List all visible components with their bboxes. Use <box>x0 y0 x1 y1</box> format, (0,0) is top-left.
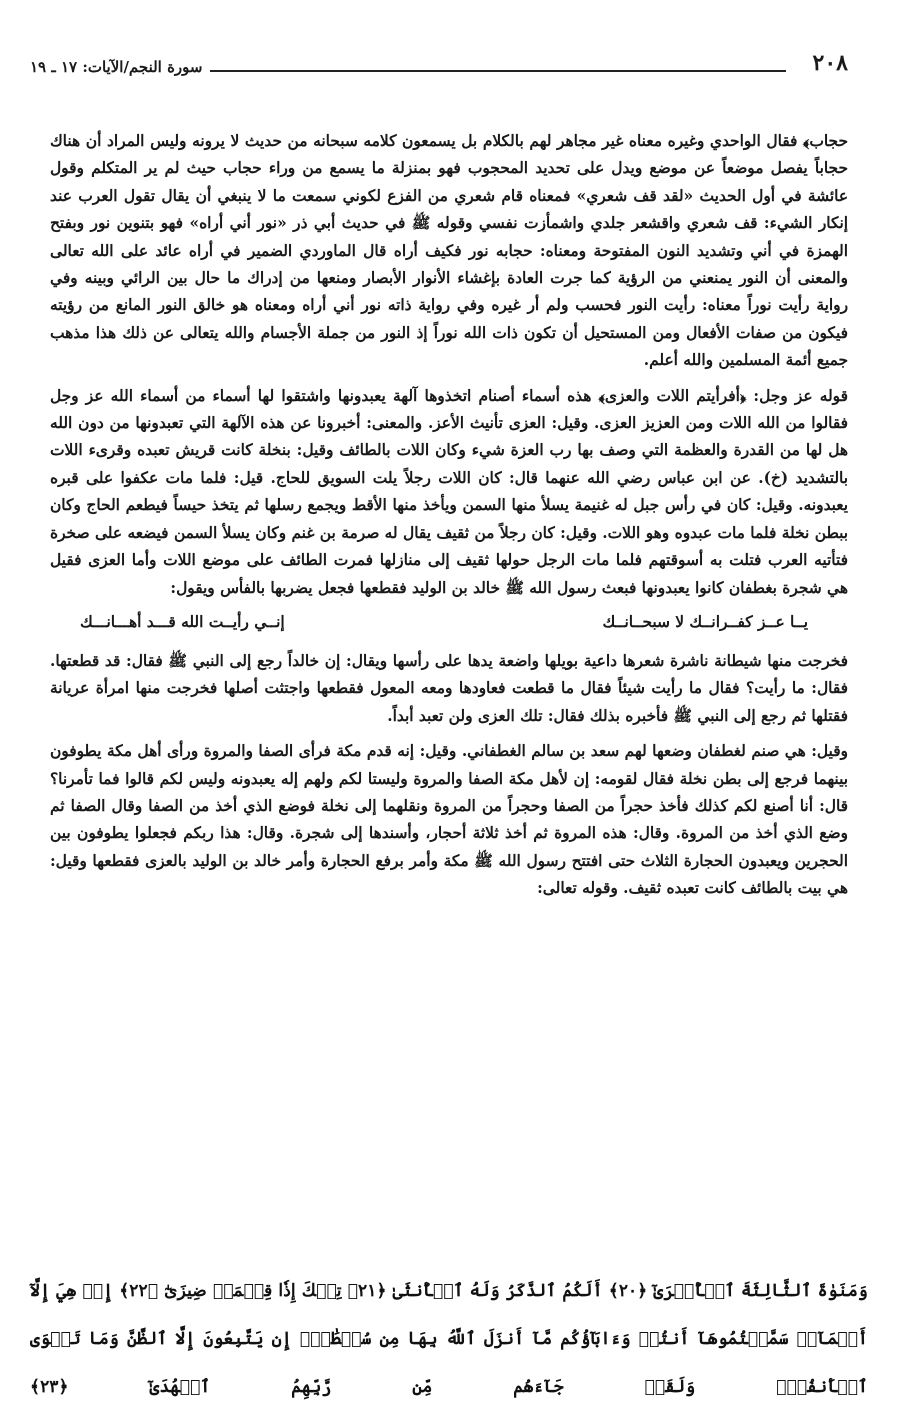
quran-verses <box>30 1267 868 1411</box>
commentary-paragraph: قوله عز وجل: ﴿أفرأيتم اللات والعزى﴾ هذه أسماء أصنام اتخذوها آلهة يعبدونها واشتقوا لها أسماء من أسماء الله عز وجل فقالوا من الله اللات ومن العزيز العزى. وقيل: العزى تأنيث الأعز. والمعنى: أخبرونا عن هذه الآلهة التي تعبدونها من دون الله هل لها من القدرة والعظمة التي وصف بها رب العزة شيء وكان اللات بالطائف وقيل: بنخلة كانت قريش تعبده وقرىء اللات بالتشديد (خ). عن ابن عباس رضي الله عنهما قال: كان اللات رجلاً يلت السويق للحاج. قيل: فلما مات عكفوا على قبره يعبدونه. وقيل: كان في رأس جبل له غنيمة يسلأ منها السمن ويأخذ منها الأقط ويجمع رسلها ثم يتخذ حيساً فيطعم الحاج وكان ببطن نخلة فلما مات عبدوه وهو اللات. وقيل: كان رجلاً من ثقيف يقال له صرمة بن غنم وكان يسلأ السمن فيضعه على صخرة فتأتيه العرب فتلت به أسوقتهم فلما مات الرجل حولها ثقيف إلى منازلها فمرت الطائف على موضع اللات وأما العزى فقيل هي شجرة بغطفان كانوا يعبدونها فبعث رسول الله ﷺ خالد بن الوليد فقطعها فجعل يضربها بالفأس ويقول: <box>50 386 848 597</box>
poetry-verse <box>50 608 848 636</box>
page-header <box>30 44 848 84</box>
verse-second-hemistich: إنــي رأيــت الله قـــد أهـــانـــك <box>80 612 285 631</box>
commentary-paragraph: فخرجت منها شيطانة ناشرة شعرها داعية بويلها واضعة يدها على رأسها ويقال: إن خالداً رجع إلى النبي ﷺ فقال: قد قطعتها. فقال: ما رأيت؟ فقال ما رأيت شيئاً فقال ما قطعت فعاودها ومعه المعول فقطعها واجتثت أصلها فخرجت منها امرأة عريانة فقتلها ثم رجع إلى النبي ﷺ فأخبره بذلك فقال: تلك العزى ولن تعبد أبداً. <box>50 651 848 725</box>
surah-reference: سورة النجم/الآيات: ١٧ ـ ١٩ <box>30 58 203 76</box>
commentary-paragraph: حجاب﴾ فقال الواحدي وغيره معناه غير مجاهر لهم بالكلام بل يسمعون كلامه سبحانه من حديث لا يرونه وليس المراد أن هناك حجاباً يفصل موضعاً عن موضع ويدل على تحديد المحجوب فهو بمنزلة ما يسمع من وراء حجاب حيث لم ير المتكلم وقول عائشة في أول الحديث «لقد قف شعري» فمعناه قام شعري من الفزع لكوني سمعت ما لا ينبغي أن يقال تقول العرب عند إنكار الشيء: قف شعري واقشعر جلدي واشمأزت نفسي وقوله ﷺ في حديث أبي ذر «نور أني أراه» فهو بتنوين نور وبفتح الهمزة في أني وتشديد النون المفتوحة ومعناه: حجابه نور فكيف أراه قال الماوردي الضمير في أراه عائد على الله تعالى والمعنى أن النور يمنعني من الرؤية كما جرت العادة بإغشاء الأنوار الأبصار ومنعها من إدراك ما حال بين الرائي وبينه وفي رواية رأيت نوراً معناه: رأيت النور فحسب ولم أر غيره وفي رواية ذاته نور أني أراه ومعناه هو خالق النور المانع من رؤيته فيكون من صفات الأفعال ومن المستحيل أن تكون ذات الله نوراً إذ النور من جملة الأجسام والله يتعالى عن ذلك هذا مذهب جميع أئمة المسلمين والله أعلم. <box>50 132 849 370</box>
page-body <box>50 128 848 911</box>
verse-first-hemistich: يــا عــز كفــرانــك لا سبحــانــك <box>602 612 808 631</box>
commentary-paragraph: وقيل: هي صنم لغطفان وضعها لهم سعد بن سالم الغطفاني. وقيل: إنه قدم مكة فرأى الصفا والمروة ورأى أهل مكة يطوفون بينهما فرجع إلى بطن نخلة فقال لقومه: إن لأهل مكة الصفا والمروة وليستا لكم ولهم إله يعبدونه وليس لكم قالوا فما تأمرنا؟ قال: أنا أصنع لكم كذلك فأخذ حجراً من الصفا وحجراً من المروة ونقلهما إلى نخلة فوضع الذي أخذ من الصفا وقال الصفا ثم وضع الذي أخذ من المروة. وقال: هذه المروة ثم أخذ ثلاثة أحجار، وأسندها إلى شجرة. وقال: هذا ربكم فجعلوا يطوفون بين الحجرين ويعبدون الحجارة الثلاث حتى افتتح رسول الله ﷺ مكة وأمر برفع الحجارة وأمر خالد بن الوليد بالعزى فقطعها وقيل: هي بيت بالطائف كانت تعبده ثقيف. وقوله تعالى: <box>50 742 849 898</box>
quran-text: وَمَنَوٰةَ ٱلثَّالِثَةَ ٱلۡأُخۡرَىٰٓ ﴿٢٠﴾ أَلَكُمُ ٱلذَّكَرُ وَلَهُ ٱلۡأُنثَىٰ ﴿٢١﴾ تِلۡكَ إِذٗا قِسۡمَةٞ ضِيزَىٰٓ ﴿٢٢﴾ إِنۡ هِيَ إِلَّآ أَسۡمَآءٞ سَمَّيۡتُمُوهَآ أَنتُمۡ وَءَابَآؤُكُم مَّآ أَنزَلَ ٱللَّهُ بِهَا مِن سُلۡطَٰنٍۚ إِن يَتَّبِعُونَ إِلَّا ٱلظَّنَّ وَمَا تَهۡوَى ٱلۡأَنفُسُۖ وَلَقَدۡ جَآءَهُم مِّن رَّبِّهِمُ ٱلۡهُدَىٰٓ ﴿٢٣﴾ <box>30 1281 868 1397</box>
page-number: ٢٠٨ <box>812 50 848 76</box>
header-rule <box>210 70 786 72</box>
